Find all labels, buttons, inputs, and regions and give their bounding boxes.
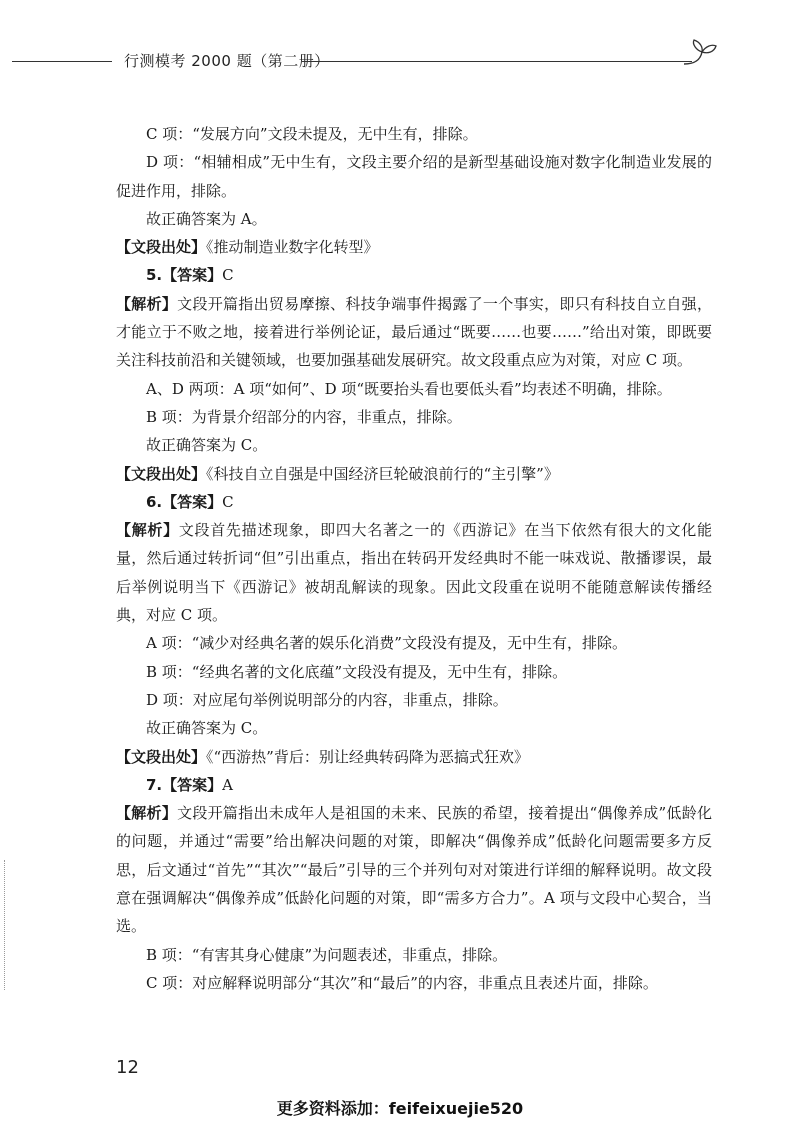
paragraph-text: 故正确答案为 A。 <box>146 209 267 228</box>
paragraph-text: 《推动制造业数字化转型》 <box>206 238 379 257</box>
paragraph <box>116 799 712 940</box>
header-title: 行测模考 2000 题（第二册） <box>124 52 330 70</box>
paragraph <box>116 205 712 233</box>
paragraph-text: B 项：“有害其身心健康”为问题表述，非重点，排除。 <box>146 945 508 964</box>
paragraph-text: C <box>222 492 234 511</box>
paragraph <box>116 261 712 289</box>
paragraph-text: C <box>222 266 234 285</box>
paragraph <box>116 941 712 969</box>
paragraph <box>116 375 712 403</box>
paragraph-label: 【文段出处】 <box>116 747 207 766</box>
paragraph-label: 【解析】 <box>116 294 178 313</box>
paragraph <box>116 403 712 431</box>
paragraph-text: B 项：为背景介绍部分的内容，非重点，排除。 <box>146 407 462 426</box>
paragraph-label: 【文段出处】 <box>116 464 207 483</box>
paragraph-label: 【解析】 <box>116 521 179 540</box>
paragraph-text: D 项：“相辅相成”无中生有，文段主要介绍的是新型基础设施对数字化制造业发展的促进作用，排除。 <box>116 153 712 200</box>
paragraph <box>116 714 712 742</box>
paragraph-text: 《“西游热”背后：别让经典转码降为恶搞式狂欢》 <box>206 747 529 766</box>
header-rule-right <box>302 61 692 62</box>
paragraph-text: 《科技自立自强是中国经济巨轮破浪前行的“主引擎”》 <box>206 464 559 483</box>
paragraph <box>116 629 712 657</box>
running-header <box>12 46 712 76</box>
paragraph <box>116 460 712 488</box>
paragraph-text: 故正确答案为 C。 <box>146 719 268 738</box>
paragraph <box>116 488 712 516</box>
paragraph-text: 文段开篇指出未成年人是祖国的未来、民族的希望，接着提出“偶像养成”低龄化的问题，并通过“需要”给出解决问题的对策，即解决“偶像养成”低龄化问题需要多方反思，后文通过“首先”“其次”“最后”引导的三个并列句对对策进行详细的解释说明。故文段意在强调解决“偶像养成”低龄化问题的对策，即“需多方合力”。A 项与文段中心契合，当选。 <box>116 804 712 936</box>
paragraph-label: 6.【答案】 <box>146 492 223 511</box>
paragraph-text: D 项：对应尾句举例说明部分的内容，非重点，排除。 <box>146 690 508 709</box>
paragraph <box>116 743 712 771</box>
footer-note: 更多资料添加：feifeixuejie520 <box>276 1099 524 1118</box>
paragraph <box>116 686 712 714</box>
paragraph-text: 故正确答案为 C。 <box>146 436 268 455</box>
paragraph-text: A <box>222 775 233 794</box>
paragraph-text: 文段首先描述现象，即四大名著之一的《西游记》在当下依然有很大的文化能量，然后通过转折词“但”引出重点，指出在转码开发经典时不能一味戏说、散播谬误，最后举例说明当下《西游记》被胡乱解读的现象。因此文段重在说明不能随意解读传播经典，对应 C 项。 <box>116 521 712 625</box>
paragraph <box>116 658 712 686</box>
paragraph-label: 5.【答案】 <box>146 266 223 285</box>
header-rule-left <box>12 61 112 62</box>
page-number: 12 <box>116 1057 139 1078</box>
paragraph-text: A、D 两项：A 项“如何”、D 项“既要抬头看也要低头看”均表述不明确，排除。 <box>146 379 672 398</box>
paragraph <box>116 431 712 459</box>
paragraph-label: 【解析】 <box>116 804 178 823</box>
paragraph <box>116 516 712 629</box>
paragraph <box>116 290 712 375</box>
paragraph <box>116 771 712 799</box>
paragraph-text: A 项：“减少对经典名著的娱乐化消费”文段没有提及，无中生有，排除。 <box>146 634 627 653</box>
paragraph <box>116 969 712 997</box>
paragraph-text: C 项：对应解释说明部分“其次”和“最后”的内容，非重点且表述片面，排除。 <box>146 973 658 992</box>
sprout-icon <box>682 38 720 68</box>
paragraph-text: C 项：“发展方向”文段未提及，无中生有，排除。 <box>146 125 478 143</box>
paragraph-label: 7.【答案】 <box>146 775 223 794</box>
answer-explanations <box>116 120 712 997</box>
paragraph <box>116 120 712 148</box>
paragraph-text: 文段开篇指出贸易摩擦、科技争端事件揭露了一个事实，即只有科技自立自强，才能立于不败之地，接着进行举例论证，最后通过“既要……也要……”给出对策，即既要关注科技前沿和关键领域，也要加强基础发展研究。故文段重点应为对策，对应 C 项。 <box>116 294 712 370</box>
paragraph-text: B 项：“经典名著的文化底蕴”文段没有提及，无中生有，排除。 <box>146 662 568 681</box>
paragraph <box>116 148 712 205</box>
binding-margin-dots <box>4 860 5 990</box>
paragraph-label: 【文段出处】 <box>116 238 207 257</box>
paragraph <box>116 233 712 261</box>
